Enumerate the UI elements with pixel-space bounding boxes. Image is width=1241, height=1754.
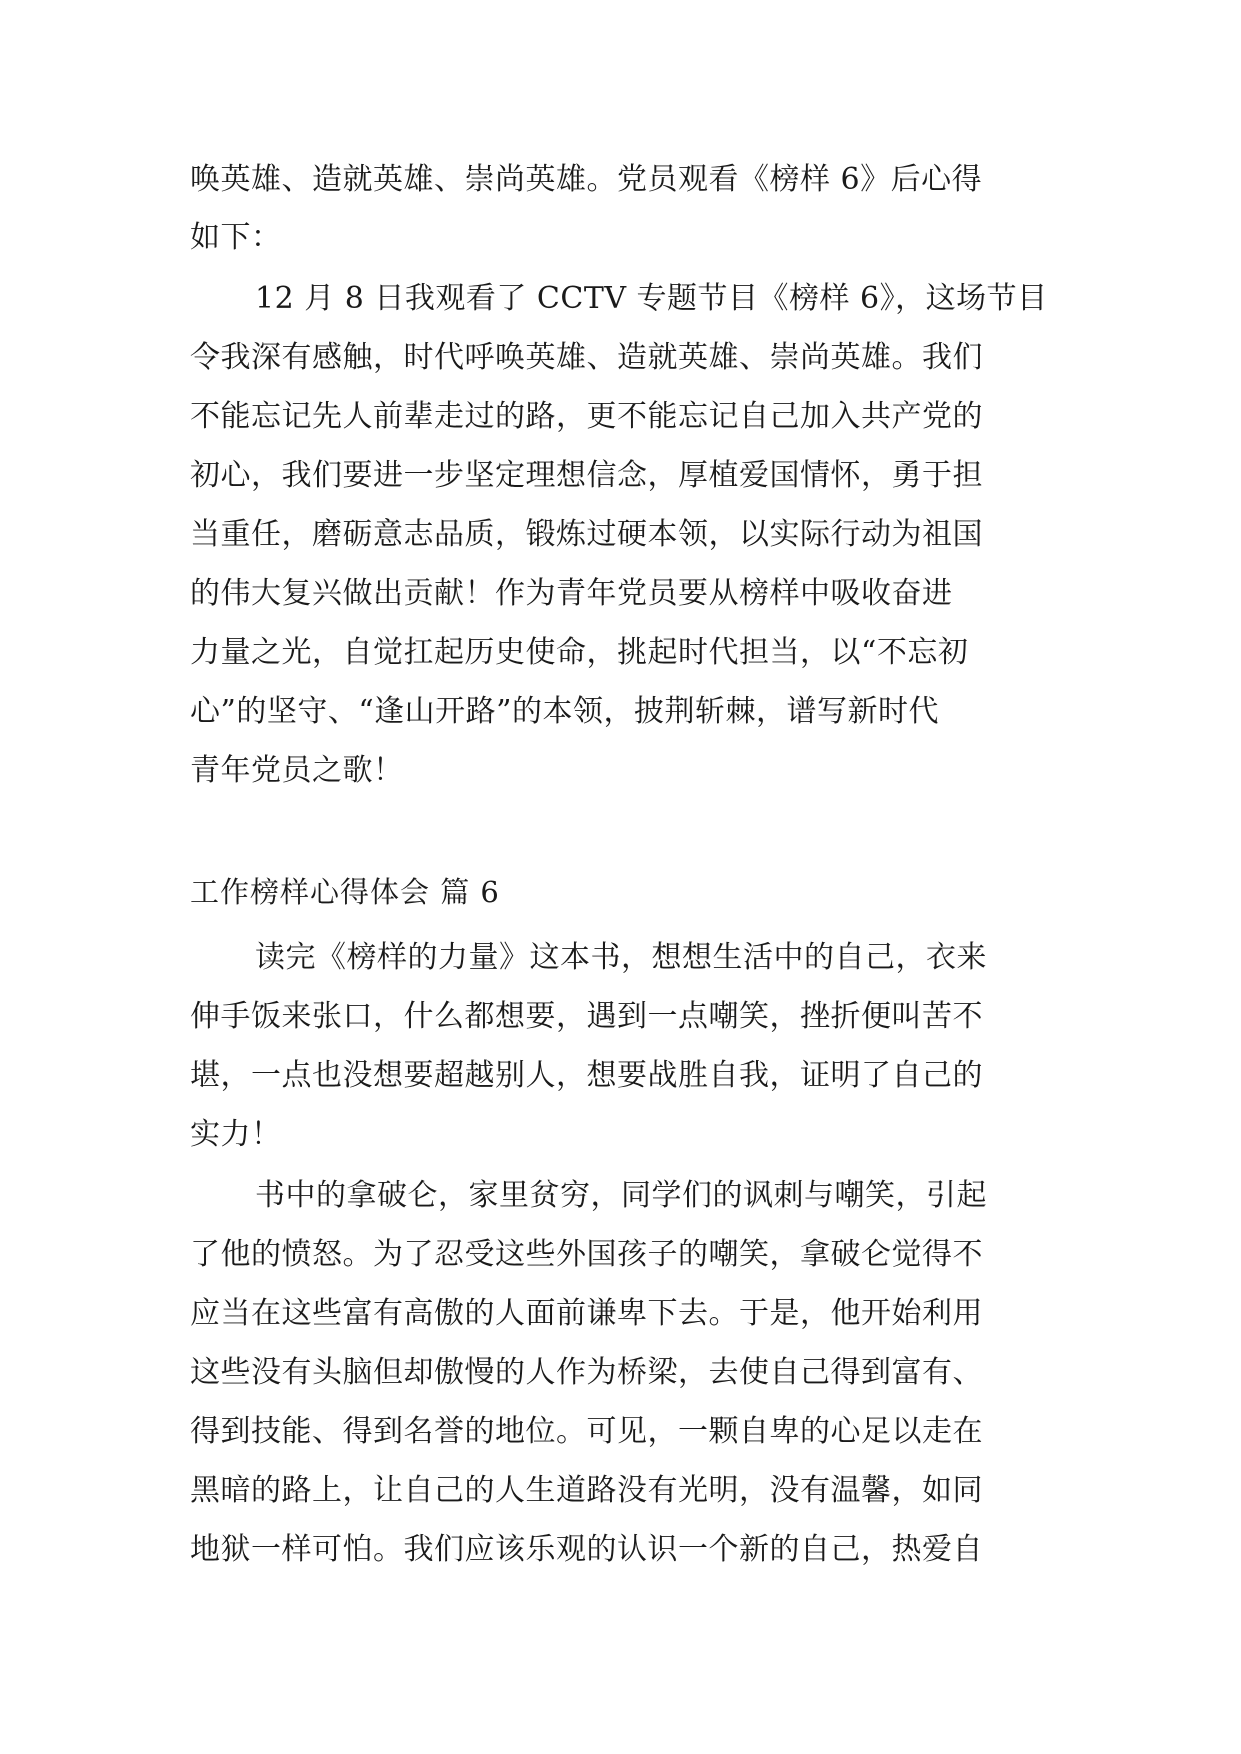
text-line: 得到技能、得到名誉的地位。可见，一颗自卑的心足以走在 (190, 1414, 983, 1449)
text-line: 这些没有头脑但却傲慢的人作为桥梁，去使自己得到富有、 (190, 1355, 983, 1390)
text-line: 不能忘记先人前辈走过的路，更不能忘记自己加入共产党的 (190, 399, 983, 434)
text-line: 了他的愤怒。为了忍受这些外国孩子的嘲笑，拿破仑觉得不 (190, 1237, 983, 1272)
text-line: 力量之光，自觉扛起历史使命，挑起时代担当，以“不忘初 (190, 635, 969, 670)
text-line: 当重任，磨砺意志品质，锻炼过硬本领，以实际行动为祖国 (190, 517, 983, 552)
text-line: 初心，我们要进一步坚定理想信念，厚植爱国情怀，勇于担 (190, 458, 983, 493)
text-line: 地狱一样可怕。我们应该乐观的认识一个新的自己，热爱自 (190, 1532, 983, 1567)
section-heading: 工作榜样心得体会 篇 6 (190, 875, 500, 909)
text-line: 的伟大复兴做出贡献！作为青年党员要从榜样中吸收奋进 (190, 576, 953, 611)
text-line: 心”的坚守、“逢山开路”的本领，披荆斩棘，谱写新时代 (190, 694, 940, 729)
text-line: 实力！ (190, 1117, 282, 1152)
text-line: 令我深有感触，时代呼唤英雄、造就英雄、崇尚英雄。我们 (190, 340, 983, 375)
paragraph-first-line: 书中的拿破仑，家里贫穷，同学们的讽刺与嘲笑，引起 (255, 1178, 987, 1213)
text-line: 如下： (190, 220, 282, 255)
text-line: 伸手饭来张口，什么都想要，遇到一点嘲笑，挫折便叫苦不 (190, 999, 983, 1034)
paragraph-first-line: 12 月 8 日我观看了 CCTV 专题节目《榜样 6》，这场节目 (255, 281, 1048, 316)
text-line: 青年党员之歌！ (190, 753, 404, 788)
text-line: 堪，一点也没想要超越别人，想要战胜自我，证明了自己的 (190, 1058, 983, 1093)
text-line: 唤英雄、造就英雄、崇尚英雄。党员观看《榜样 6》后心得 (190, 162, 983, 197)
paragraph-first-line: 读完《榜样的力量》这本书，想想生活中的自己，衣来 (255, 940, 987, 975)
text-line: 应当在这些富有高傲的人面前谦卑下去。于是，他开始利用 (190, 1296, 983, 1331)
text-line: 黑暗的路上，让自己的人生道路没有光明，没有温馨，如同 (190, 1473, 983, 1508)
